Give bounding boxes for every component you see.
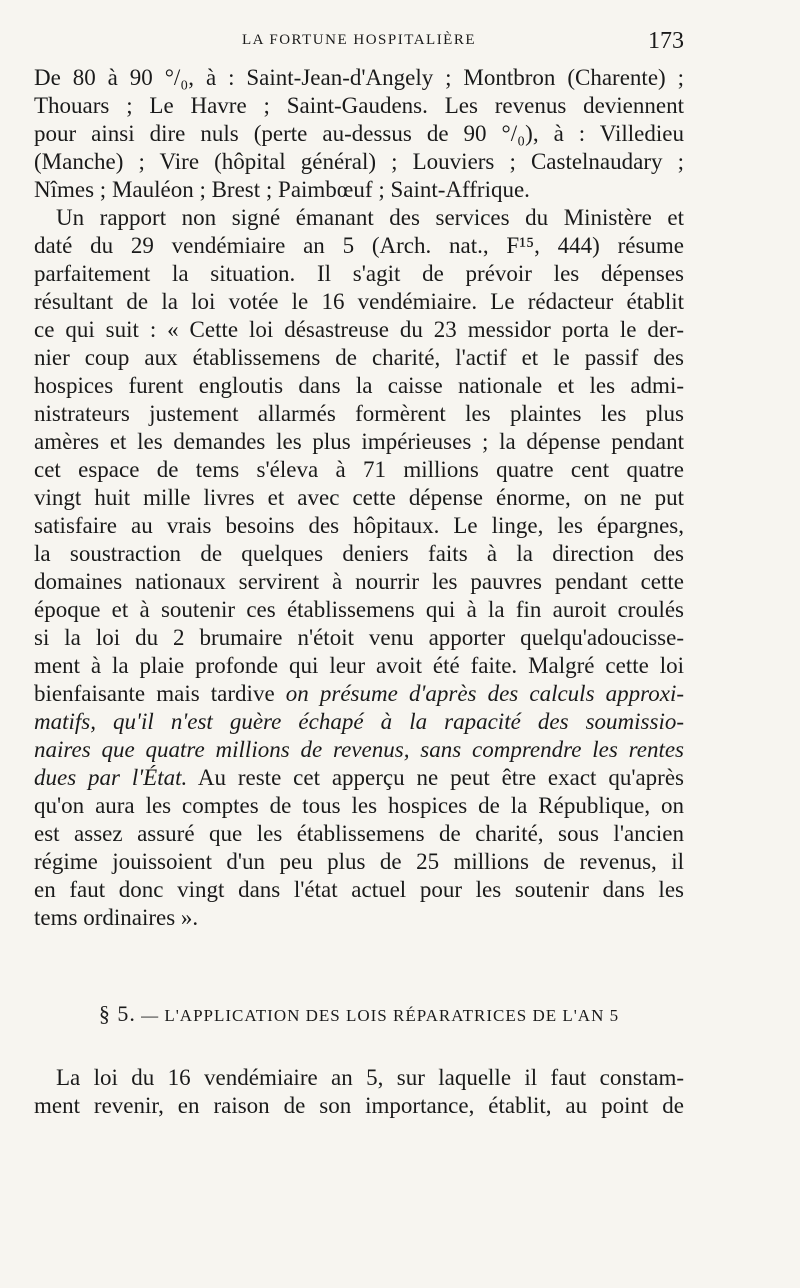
text-line: hospices furent engloutis dans la caisse nationale et les admi- [34,373,684,398]
text-line: domaines nationaux servirent à nourrir les pauvres pendant cette [34,569,684,594]
text-line: amères et les demandes les plus impérieuses ; la dépense pendant [34,429,684,454]
text-line-mixed [34,736,684,764]
text-line: la soustraction de quelques deniers faits à la direction des [34,541,684,566]
text-line: si la loi du 2 brumaire n'étoit venu apporter quelqu'adoucisse- [34,625,684,650]
body-text [34,64,684,932]
section-number: § 5. [98,1001,136,1026]
paragraph-first-line: La loi du 16 vendémiaire an 5, sur laquelle il faut constam- [56,1065,684,1090]
section-title: — L'APPLICATION DES LOIS RÉPARATRICES DE L'AN 5 [141,1006,620,1025]
text-line: pour ainsi dire nuls (perte au-dessus de 90 °/₀), à : Villedieu [34,121,684,146]
section-heading [34,1000,684,1028]
text-line: vingt huit mille livres et avec cette dépense énorme, on ne put [34,485,684,510]
text-line: daté du 29 vendémiaire an 5 (Arch. nat., F¹⁵, 444) résume [34,233,684,258]
text-line: De 80 à 90 °/₀, à : Saint-Jean-d'Angely ; Montbron (Charente) ; [34,65,684,90]
text-line: ce qui suit : « Cette loi désastreuse du 23 messidor porta le der- [34,317,684,342]
running-head [34,28,684,58]
text-line: cet espace de tems s'éleva à 71 millions quatre cent quatre [34,457,684,482]
paragraph-first-line: Un rapport non signé émanant des services du Ministère et [56,205,684,230]
text-line-mixed [34,764,684,792]
text-line: époque et à soutenir ces établissemens qui à la fin auroit croulés [34,597,684,622]
text-line: qu'on aura les comptes de tous les hospices de la République, on [34,793,684,818]
page-number: 173 [648,28,684,54]
italic-text: dues par l'État. [34,765,188,790]
text-line: tems ordinaires ». [34,905,199,930]
text-line: parfaitement la situation. Il s'agit de prévoir les dépenses [34,261,684,286]
text-line-mixed [34,708,684,736]
text-line: Thouars ; Le Havre ; Saint-Gaudens. Les revenus deviennent [34,93,684,118]
text-line: est assez assuré que les établissemens de charité, sous l'ancien [34,821,684,846]
italic-text: on présume d'après des calculs approxi- [285,681,684,706]
closing-text [34,1064,684,1120]
italic-text: matifs, qu'il n'est guère échapé à la rapacité des soumissio- [34,709,684,734]
text-line: satisfaire au vrais besoins des hôpitaux. Le linge, les épargnes, [34,513,684,538]
text-line: nier coup aux établissemens de charité, l'actif et le passif des [34,345,684,370]
text-line: ment à la plaie profonde qui leur avoit été faite. Malgré cette loi [34,653,684,678]
text-line: ment revenir, en raison de son importance, établit, au point de [34,1093,684,1118]
running-title: LA FORTUNE HOSPITALIÈRE [241,32,477,48]
text-line: nistrateurs justement allarmés formèrent les plaintes les plus [34,401,684,426]
text-line: (Manche) ; Vire (hôpital général) ; Louviers ; Castelnaudary ; [34,149,684,174]
text-line: Nîmes ; Mauléon ; Brest ; Paimbœuf ; Saint-Affrique. [34,177,530,202]
roman-text: bienfaisante mais tardive [34,681,286,706]
text-line: en faut donc vingt dans l'état actuel pour les soutenir dans les [34,877,684,902]
italic-text: naires que quatre millions de revenus, sans comprendre les rentes [34,737,684,762]
text-line: régime jouissoient d'un peu plus de 25 millions de revenus, il [34,849,684,874]
text-line-mixed [34,680,684,708]
text-line: résultant de la loi votée le 16 vendémiaire. Le rédacteur établit [34,289,684,314]
roman-text: Au reste cet apperçu ne peut être exact qu'après [187,765,685,790]
